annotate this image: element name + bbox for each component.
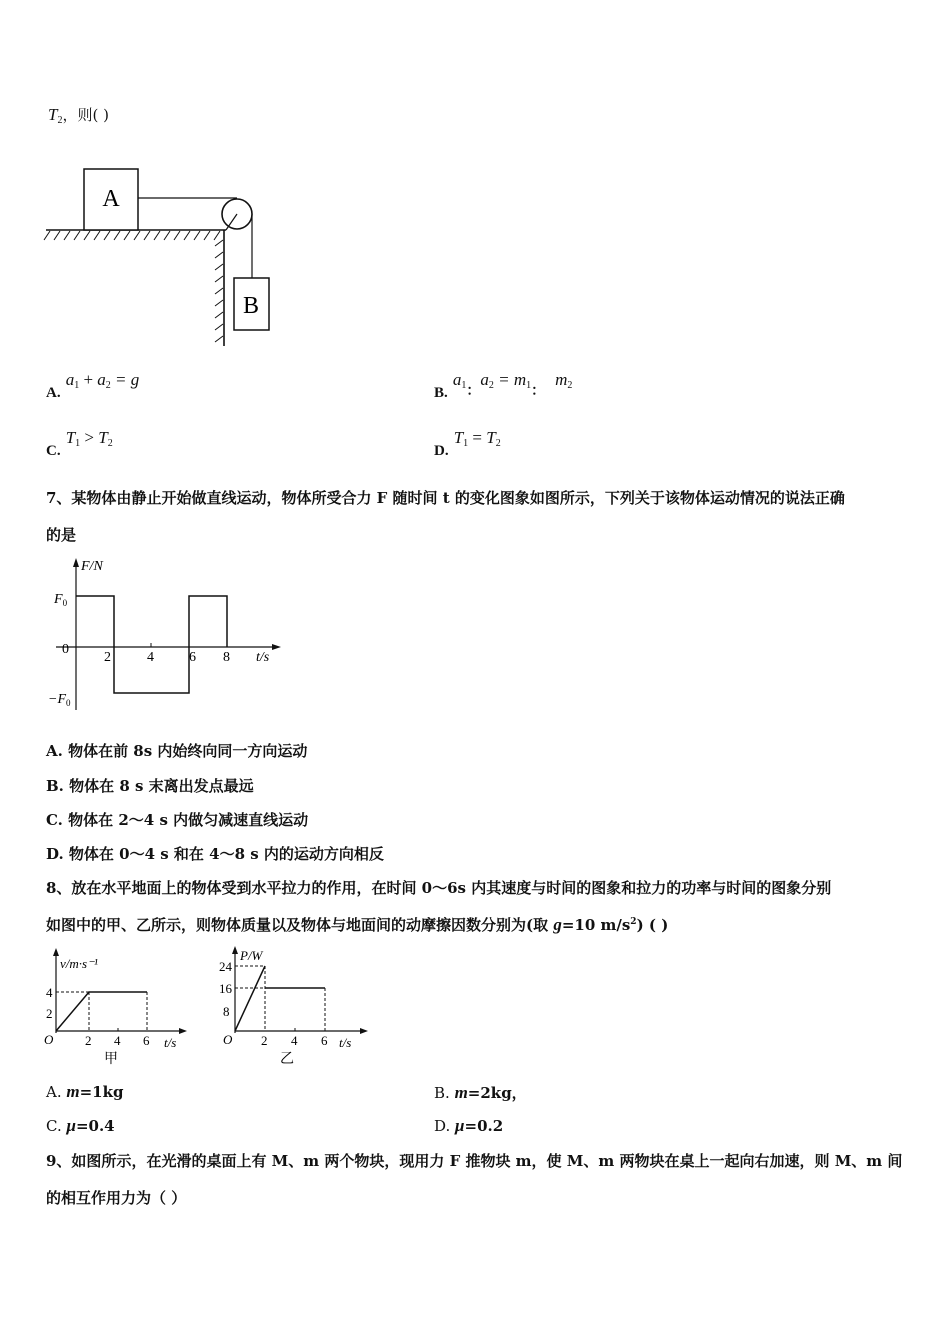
q7-force-time-chart bbox=[46, 555, 286, 715]
q7-x-tick-4: 4 bbox=[147, 650, 154, 665]
q8-chart1-caption: 甲 bbox=[104, 1052, 118, 1067]
q8-velocity-curve bbox=[56, 992, 147, 1031]
block-a-label: A bbox=[102, 186, 120, 212]
q8-chart1-x-tick-4: 4 bbox=[114, 1033, 121, 1048]
q8-chart1-y-label: v/m·s⁻¹ bbox=[60, 956, 98, 971]
q7-x-tick-2: 2 bbox=[104, 650, 111, 665]
q7-option-b[interactable]: B. 物体在 8 s 末离出发点最远 bbox=[46, 777, 254, 795]
q8-chart2-y-tick-8: 8 bbox=[223, 1004, 230, 1019]
q7-x-tick-8: 8 bbox=[223, 650, 230, 665]
q8-chart2-caption: 乙 bbox=[280, 1052, 294, 1067]
q8-chart1-y-tick-2: 2 bbox=[46, 1006, 53, 1021]
q7-y-label: F/N bbox=[81, 559, 103, 574]
q8-chart2-x-label: t/s bbox=[339, 1035, 352, 1050]
q8-option-c[interactable]: C. μ=0.4 bbox=[46, 1116, 115, 1135]
q7-stem-line1: 7、某物体由静止开始做直线运动，物体所受合力 F 随时间 t 的变化图象如图所示，下列关于该物体运动情况的说法正确 bbox=[46, 489, 845, 507]
q8-chart1-y-tick-4: 4 bbox=[46, 985, 53, 1000]
q8-chart2-origin: O bbox=[223, 1032, 233, 1047]
q7-x-tick-6: 6 bbox=[189, 650, 196, 665]
q6-option-d[interactable]: D. $T_1 = T_2$ bbox=[434, 428, 501, 459]
q7-y-tick-0: 0 bbox=[62, 642, 69, 657]
q9-stem-line2: 的相互作用力为（ ） bbox=[46, 1189, 187, 1207]
block-b-label: B bbox=[242, 293, 260, 319]
pulley-diagram bbox=[40, 160, 290, 355]
q8-chart1-x-tick-6: 6 bbox=[143, 1033, 150, 1048]
q8-chart2-x-tick-2: 2 bbox=[261, 1033, 268, 1048]
q8-power-ramp bbox=[235, 966, 265, 1031]
q7-option-c[interactable]: C. 物体在 2～4 s 内做匀减速直线运动 bbox=[46, 811, 309, 829]
q8-option-b[interactable]: B. m=2kg， bbox=[434, 1083, 527, 1102]
q8-chart2-y-tick-16: 16 bbox=[219, 981, 232, 996]
q7-y-tick-negF0: $-F_0$ bbox=[48, 692, 71, 708]
q7-stem-line2: 的是 bbox=[46, 526, 77, 544]
q7-option-a[interactable]: A. 物体在前 8s 内始终向同一方向运动 bbox=[46, 742, 308, 760]
q8-stem-line1: 8、放在水平地面上的物体受到水平拉力的作用，在时间 0～6s 内其速度与时间的图象和拉力的功率与时间的图象分别 bbox=[46, 879, 832, 897]
q6-stem-tail: $T_2$，则( ) bbox=[48, 105, 109, 126]
q8-option-a[interactable]: A. m=1kg bbox=[46, 1082, 124, 1101]
q9-stem-line1: 9、如图所示，在光滑的桌面上有 M、m 两个物块，现用力 F 推物块 m，使 M、m 两物块在桌上一起向右加速，则 M、m 间 bbox=[46, 1152, 903, 1170]
q8-chart1-x-tick-2: 2 bbox=[85, 1033, 92, 1048]
q8-option-d[interactable]: D. μ=0.2 bbox=[434, 1116, 504, 1135]
q6-option-c[interactable]: C. $T_1 > T_2$ bbox=[46, 428, 113, 459]
q8-chart2-x-tick-4: 4 bbox=[291, 1033, 298, 1048]
q7-y-tick-F0: $F_0$ bbox=[54, 592, 68, 608]
q8-stem-line2: 如图中的甲、乙所示，则物体质量以及物体与地面间的动摩擦因数分别为(取 g=10 $m/s^2$) ( ) bbox=[46, 915, 669, 934]
q6-option-b[interactable]: B. $a_1$：$a_2 = m_1$：$m_2$ bbox=[434, 370, 573, 401]
q8-chart2-x-tick-6: 6 bbox=[321, 1033, 328, 1048]
q8-chart2-y-tick-24: 24 bbox=[219, 959, 232, 974]
q8-velocity-chart bbox=[40, 945, 190, 1070]
q7-option-d[interactable]: D. 物体在 0～4 s 和在 4～8 s 内的运动方向相反 bbox=[46, 845, 384, 863]
q6-option-a[interactable]: A. $a_1 + a_2 = g$ bbox=[46, 370, 140, 401]
q7-x-label: t/s bbox=[256, 650, 270, 665]
q8-chart2-y-label: P/W bbox=[240, 948, 263, 963]
q8-power-chart bbox=[218, 945, 373, 1070]
q8-chart1-x-label: t/s bbox=[164, 1035, 177, 1050]
q8-chart1-origin: O bbox=[44, 1032, 54, 1047]
